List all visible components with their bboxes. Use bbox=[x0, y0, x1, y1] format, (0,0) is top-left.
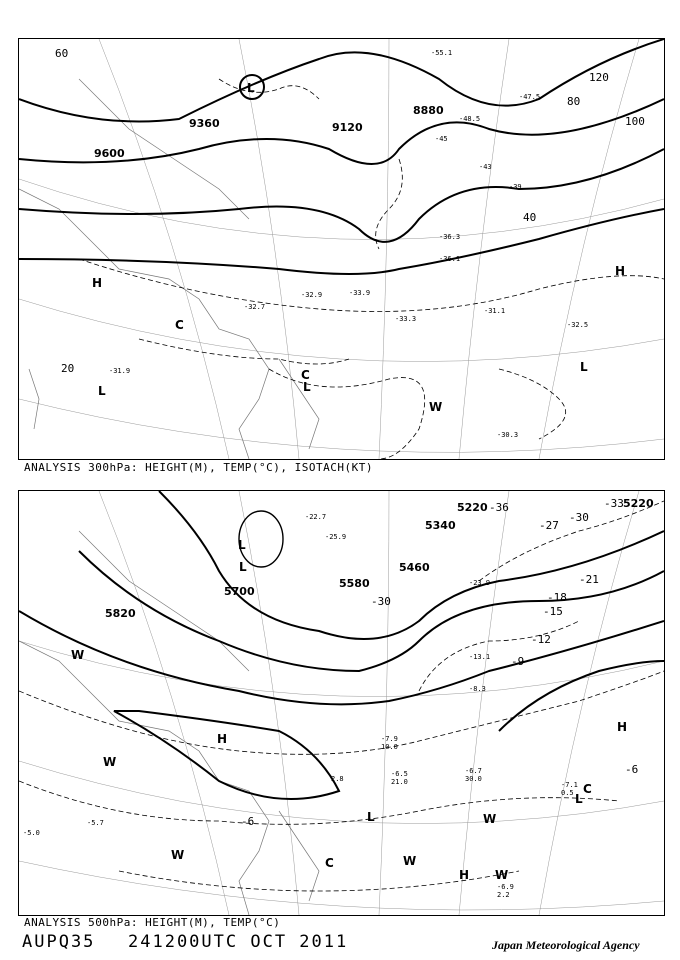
temp-label: -30 bbox=[569, 511, 589, 524]
isotach-labels bbox=[55, 47, 645, 375]
warm-center: W bbox=[495, 868, 509, 882]
valid-time: 241200UTC OCT 2011 bbox=[128, 932, 349, 952]
obs-label: -23.9 bbox=[469, 579, 491, 587]
temp-label: -31.9 bbox=[109, 367, 131, 375]
temp-labels bbox=[241, 497, 638, 828]
warm-center: W bbox=[483, 812, 497, 826]
height-label: 5580 bbox=[339, 577, 370, 590]
height-label: 5220 bbox=[457, 501, 488, 514]
low-center: L bbox=[238, 538, 246, 552]
low-center: L bbox=[239, 560, 247, 574]
temp-label: -15 bbox=[543, 605, 563, 618]
temp-label: -36.3 bbox=[439, 233, 461, 241]
chart-id: AUPQ35 bbox=[22, 932, 96, 952]
map-300hpa bbox=[18, 38, 665, 460]
temp-label: -45 bbox=[435, 135, 448, 143]
map-500hpa-canvas bbox=[19, 491, 664, 915]
obs-label: 30.0 bbox=[465, 775, 482, 783]
isotach-label: 40 bbox=[523, 211, 537, 224]
height-label: 8880 bbox=[413, 104, 444, 117]
temp-label: -36 bbox=[489, 501, 509, 514]
temp-label: -39 bbox=[509, 183, 522, 191]
temp-label: -12 bbox=[531, 633, 551, 646]
warm-center: W bbox=[171, 848, 185, 862]
temp-label: -32.5 bbox=[567, 321, 589, 329]
temp-label: -36.1 bbox=[439, 255, 461, 263]
warm-center: W bbox=[403, 854, 417, 868]
obs-label: -7.1 bbox=[561, 781, 578, 789]
obs-label: 2.8 bbox=[331, 775, 344, 783]
obs-label: 2.2 bbox=[497, 891, 510, 899]
temp-label: -30.3 bbox=[497, 431, 519, 439]
high-center: H bbox=[217, 732, 228, 746]
height-label: 5460 bbox=[399, 561, 430, 574]
isotach-label: 20 bbox=[61, 362, 75, 375]
isotach-temp-contours bbox=[79, 79, 664, 459]
obs-label: -22.7 bbox=[305, 513, 327, 521]
low-center: L bbox=[580, 360, 588, 374]
warm-center: W bbox=[103, 755, 117, 769]
temp-label: -21 bbox=[579, 573, 599, 586]
temp-label: -33.9 bbox=[349, 289, 371, 297]
temp-label: -32.7 bbox=[244, 303, 266, 311]
temp-label: -33 bbox=[604, 497, 624, 510]
height-label: 5700 bbox=[224, 585, 255, 598]
cold-center: C bbox=[175, 318, 184, 332]
cold-center: C bbox=[325, 856, 334, 870]
high-center: H bbox=[92, 276, 103, 290]
obs-label: -8.3 bbox=[469, 685, 486, 693]
obs-label: -6.9 bbox=[497, 883, 514, 891]
temp-label: -18 bbox=[547, 591, 567, 604]
low-center: L bbox=[247, 81, 255, 95]
height-label: 5220 bbox=[623, 497, 654, 510]
height-label: 9120 bbox=[332, 121, 363, 134]
temp-label: -43 bbox=[479, 163, 492, 171]
temp-label: -47.5 bbox=[519, 93, 541, 101]
temp-label: -9 bbox=[511, 655, 525, 668]
obs-label: -5.7 bbox=[87, 819, 104, 827]
temp-label: -27 bbox=[539, 519, 559, 532]
obs-label: 0.5 bbox=[561, 789, 574, 797]
temp-label: -6 bbox=[625, 763, 639, 776]
obs-label: -6.5 bbox=[391, 770, 408, 778]
isotach-label: 120 bbox=[589, 71, 609, 84]
high-center: H bbox=[459, 868, 470, 882]
obs-label: -13.1 bbox=[469, 653, 491, 661]
graticule bbox=[19, 491, 664, 915]
isotach-label: 80 bbox=[567, 95, 581, 108]
isotach-label: 60 bbox=[55, 47, 69, 60]
obs-label: 10.0 bbox=[381, 743, 398, 751]
map-300hpa-canvas bbox=[19, 39, 664, 459]
high-center: H bbox=[617, 720, 628, 734]
agency-name: Japan Meteorological Agency bbox=[492, 938, 640, 952]
temp-label: -48.5 bbox=[459, 115, 481, 123]
coastline bbox=[19, 531, 319, 915]
height-label: 5820 bbox=[105, 607, 136, 620]
temp-label: -33.3 bbox=[395, 315, 417, 323]
height-label: 9360 bbox=[189, 117, 220, 130]
height-label: 5340 bbox=[425, 519, 456, 532]
isotach-label: 100 bbox=[625, 115, 645, 128]
panel-caption-300hpa: ANALYSIS 300hPa: HEIGHT(M), TEMP(°C), ISOTACH(KT) bbox=[24, 461, 374, 474]
temp-label: -6 bbox=[241, 815, 255, 828]
obs-label: -6.7 bbox=[465, 767, 482, 775]
low-center: L bbox=[98, 384, 106, 398]
cold-center: C bbox=[583, 782, 592, 796]
temp-label: -31.1 bbox=[484, 307, 506, 315]
obs-label: 21.0 bbox=[391, 778, 408, 786]
warm-center: W bbox=[71, 648, 85, 662]
obs-label: -5.0 bbox=[23, 829, 40, 837]
height-label: 9600 bbox=[94, 147, 125, 160]
low-center: L bbox=[303, 380, 311, 394]
temp-label: -30 bbox=[371, 595, 391, 608]
temp-label: -55.1 bbox=[431, 49, 453, 57]
high-center: H bbox=[615, 264, 626, 278]
obs-label: -7.9 bbox=[381, 735, 398, 743]
height-labels bbox=[94, 104, 444, 160]
low-center: L bbox=[575, 792, 583, 806]
panel-caption-500hpa: ANALYSIS 500hPa: HEIGHT(M), TEMP(°C) bbox=[24, 916, 281, 929]
map-500hpa bbox=[18, 490, 665, 916]
obs-label: -25.9 bbox=[325, 533, 347, 541]
obs-labels bbox=[23, 513, 578, 899]
temp-label: -32.9 bbox=[301, 291, 323, 299]
warm-center: W bbox=[429, 400, 443, 414]
cold-center: C bbox=[301, 368, 310, 382]
low-center: L bbox=[367, 810, 375, 824]
